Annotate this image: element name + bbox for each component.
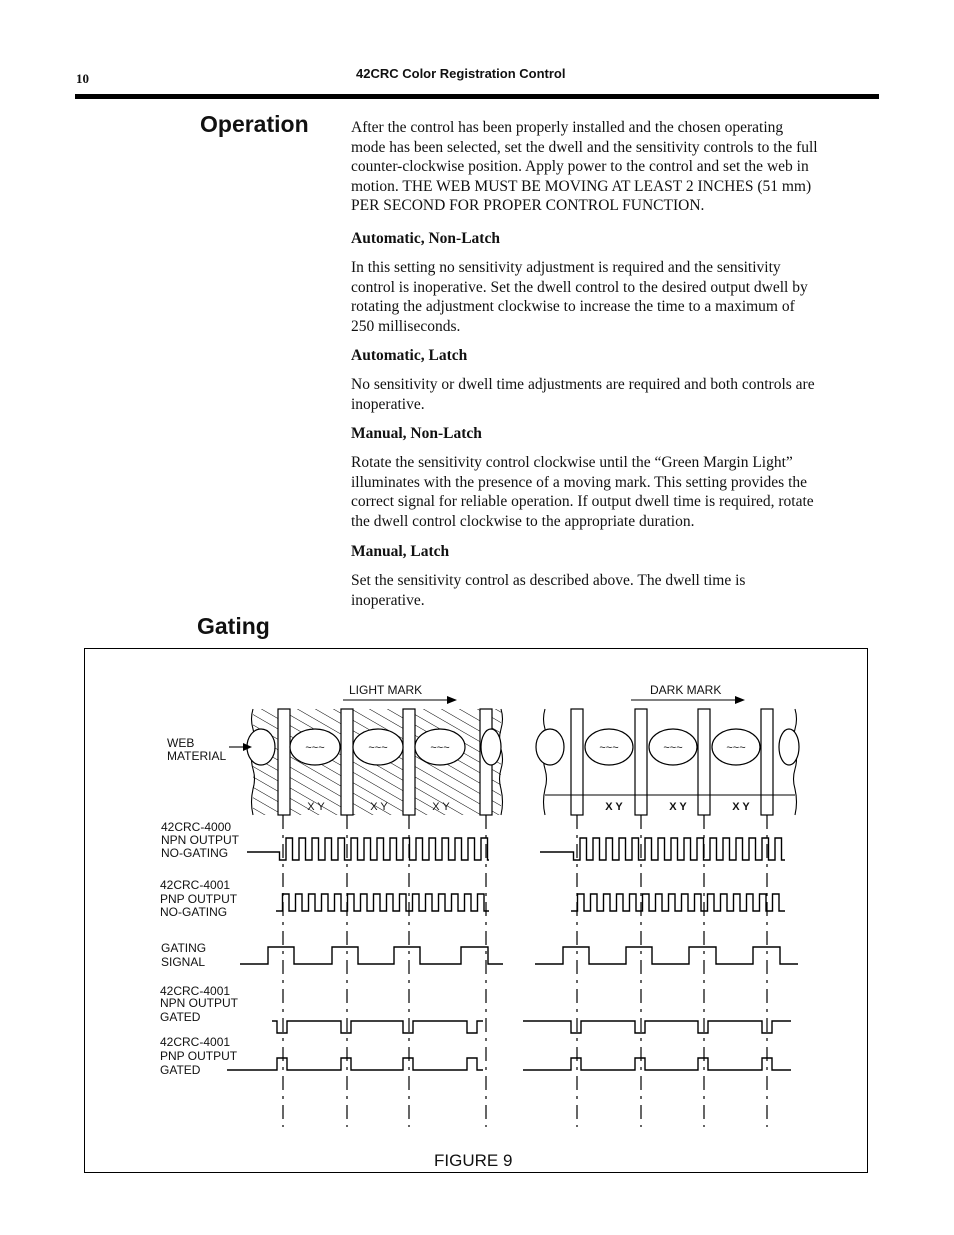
svg-text:~~~: ~~~ [430,742,450,754]
svg-text:~~~: ~~~ [305,742,325,754]
svg-text:42CRC-4001: 42CRC-4001 [160,1035,231,1049]
svg-text:42CRC-4001: 42CRC-4001 [160,878,231,892]
svg-text:~~~: ~~~ [368,742,388,754]
arrow-head [447,696,457,704]
header-title: 42CRC Color Registration Control [356,66,566,81]
svg-text:NO-GATING: NO-GATING [161,846,229,860]
section-body-manual-nonlatch [351,453,876,531]
pnp-gated-light [227,1058,483,1070]
gating-signal-dark [535,947,798,964]
section-title-auto-nonlatch: Automatic, Non-Latch [351,230,500,247]
intro-line: After the control has been properly installed and the chosen operating [351,119,784,136]
timing-reference-lines [283,815,767,1127]
svg-text:X Y: X Y [307,801,325,813]
svg-text:~~~: ~~~ [726,742,746,754]
svg-text:GATED: GATED [160,1010,201,1024]
intro-line: PER SECOND FOR PROPER CONTROL FUNCTION. [351,197,705,215]
npn-gated-light [272,1021,483,1033]
svg-text:NPN OUTPUT: NPN OUTPUT [161,833,239,847]
svg-text:42CRC-4001: 42CRC-4001 [160,984,231,998]
body-line: No sensitivity or dwell time adjustments are required and both controls are [351,376,815,393]
body-line: inoperative. [351,591,425,609]
svg-text:NPN OUTPUT: NPN OUTPUT [160,996,238,1010]
svg-text:X Y: X Y [432,801,450,813]
section-body-auto-latch [351,375,876,414]
operation-heading: Operation [200,111,309,137]
figure-caption: FIGURE 9 [434,1151,513,1170]
svg-text:X Y: X Y [732,801,750,813]
svg-text:PNP OUTPUT: PNP OUTPUT [160,1049,238,1063]
pnp-gated-dark [523,1058,791,1070]
body-line: control is inoperative. Set the dwell control to the desired output dwell by [351,278,808,296]
svg-text:PNP OUTPUT: PNP OUTPUT [160,892,238,906]
pnp-no-gating-light [276,894,489,911]
gating-heading: Gating [197,613,270,639]
svg-text:X Y: X Y [669,801,687,813]
signal-labels [160,820,240,1077]
body-line: In this setting no sensitivity adjustment is required and the sensitivity [351,259,781,276]
timing-diagram [85,649,869,1174]
svg-text:SIGNAL: SIGNAL [161,955,206,969]
page-number: 10 [76,71,89,86]
light-mark-label: LIGHT MARK [349,683,423,697]
svg-text:42CRC-4000: 42CRC-4000 [161,820,232,834]
section-title-auto-latch: Automatic, Latch [351,347,468,364]
body-line: Set the sensitivity control as described above. The dwell time is [351,572,746,589]
web-material-callout [167,736,252,763]
body-line: the dwell control clockwise to the appropriate duration. [351,512,695,530]
svg-text:X Y: X Y [370,801,388,813]
section-title-manual-latch: Manual, Latch [351,543,450,560]
body-line: rotating the adjustment clockwise to increase the time to a maximum of [351,298,795,316]
dark-mark-label: DARK MARK [650,683,722,697]
svg-text:GATING: GATING [161,941,207,955]
intro-line: counter-clockwise position. Apply power to the control and set the web in [351,158,809,176]
pnp-no-gating-dark [571,894,785,911]
intro-line: motion. THE WEB MUST BE MOVING AT LEAST 2 INCHES (51 mm) [351,177,812,195]
operation-intro [351,118,876,216]
svg-text:~~~: ~~~ [663,742,683,754]
header-rule [75,94,879,99]
body-line: illuminates with the presence of a moving mark. This setting provides the [351,473,808,491]
dark-mark-panel [536,683,799,815]
body-line: correct signal for reliable operation. If output dwell time is required, rotate [351,493,814,511]
svg-text:MATERIAL: MATERIAL [167,749,227,763]
body-line: Rotate the sensitivity control clockwise until the “Green Margin Light” [351,454,793,471]
section-body-manual-latch [351,571,876,610]
intro-line: mode has been selected, set the dwell and the sensitivity controls to the full [351,138,818,156]
section-body-auto-nonlatch [351,258,876,336]
gating-signal-light [240,947,503,964]
svg-text:NO-GATING: NO-GATING [160,905,228,919]
body-line: inoperative. [351,395,425,413]
light-mark-panel [247,683,503,815]
arrow-head [735,696,745,704]
svg-text:~~~: ~~~ [599,742,619,754]
figure-9 [84,648,868,1173]
svg-text:X Y: X Y [605,801,623,813]
waveforms [227,838,798,1070]
section-title-manual-nonlatch: Manual, Non-Latch [351,425,482,442]
npn-gated-dark [523,1021,791,1033]
body-line: 250 milliseconds. [351,317,461,335]
svg-text:GATED: GATED [160,1063,201,1077]
svg-text:WEB: WEB [167,736,195,750]
